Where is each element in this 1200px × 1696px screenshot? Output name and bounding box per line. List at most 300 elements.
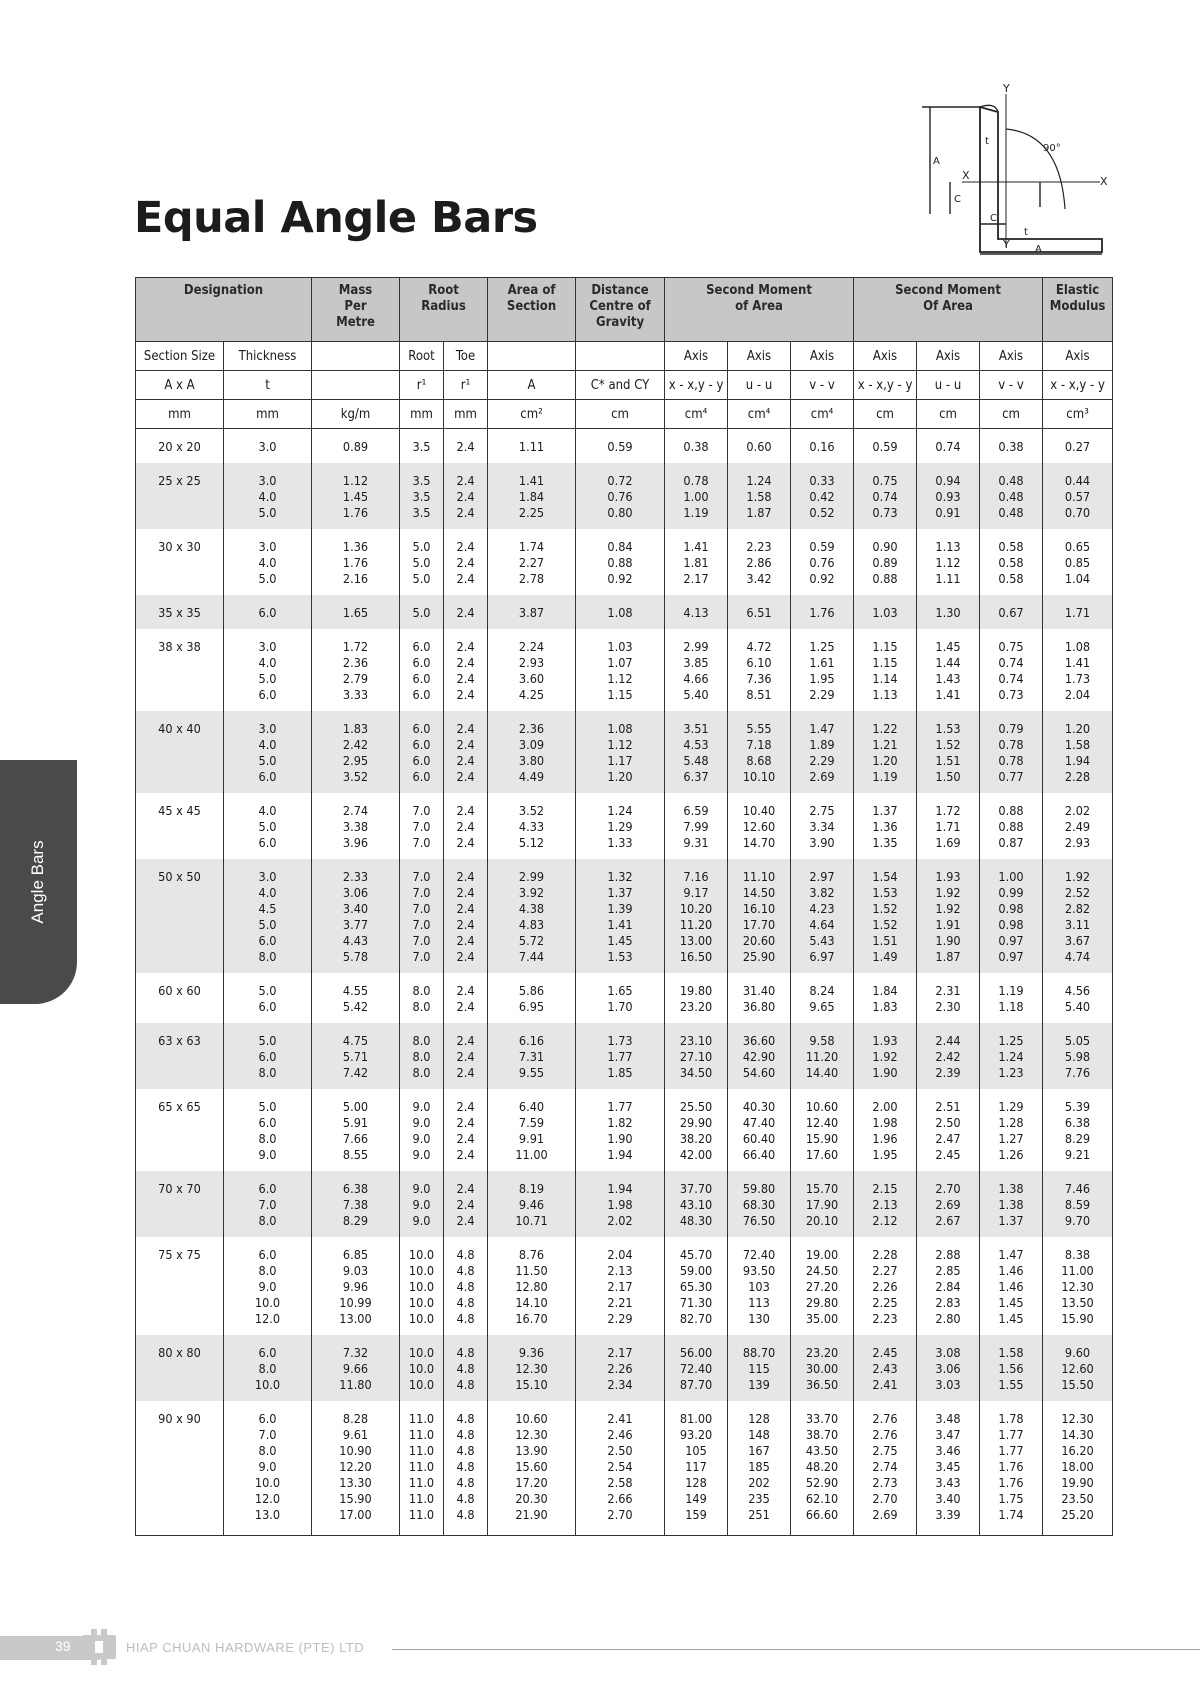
cell-ixx: 7.16 9.17 10.20 11.20 13.00 16.50 — [665, 859, 728, 973]
cell-toe: 4.8 4.8 4.8 — [444, 1335, 488, 1401]
cell-c: 1.32 1.37 1.39 1.41 1.45 1.53 — [576, 859, 665, 973]
subheader-cell: cm⁴ — [791, 400, 854, 429]
cell-ivv: 19.00 24.50 27.20 29.80 35.00 — [791, 1237, 854, 1335]
header-distance: Distance Centre of Gravity — [576, 278, 665, 342]
cell-rxx: 2.76 2.76 2.75 2.74 2.73 2.70 2.69 — [854, 1401, 917, 1536]
cell-area: 2.99 3.92 4.38 4.83 5.72 7.44 — [488, 859, 576, 973]
cell-toe: 2.4 2.4 2.4 — [444, 793, 488, 859]
cell-ixx: 0.38 — [665, 429, 728, 464]
cell-iuu: 59.80 68.30 76.50 — [728, 1171, 791, 1237]
thickness-label: t — [985, 136, 989, 147]
cell-z: 5.39 6.38 8.29 9.21 — [1043, 1089, 1113, 1171]
cell-c: 1.73 1.77 1.85 — [576, 1023, 665, 1089]
subheader-cell: Axis — [854, 342, 917, 371]
cell-mass: 4.55 5.42 — [312, 973, 400, 1023]
cell-rvv: 0.79 0.78 0.78 0.77 — [980, 711, 1043, 793]
cell-z: 0.44 0.57 0.70 — [1043, 463, 1113, 529]
equal-angle-spec-table — [135, 277, 1113, 1536]
subheader-cell: Axis — [917, 342, 980, 371]
cell-size: 40 x 40 — [136, 711, 224, 793]
cell-root: 3.5 — [400, 429, 444, 464]
cell-c: 1.03 1.07 1.12 1.15 — [576, 629, 665, 711]
cell-iuu: 31.40 36.80 — [728, 973, 791, 1023]
x-right-label: X — [1100, 175, 1108, 188]
company-logo-icon — [82, 1629, 116, 1665]
cell-toe: 2.4 — [444, 595, 488, 629]
cell-t: 6.0 7.0 8.0 9.0 10.0 12.0 13.0 — [224, 1401, 312, 1536]
cell-z: 1.20 1.58 1.94 2.28 — [1043, 711, 1113, 793]
cell-ixx: 3.51 4.53 5.48 6.37 — [665, 711, 728, 793]
cell-rxx: 2.28 2.27 2.26 2.25 2.23 — [854, 1237, 917, 1335]
cell-mass: 4.75 5.71 7.42 — [312, 1023, 400, 1089]
cell-ivv: 8.24 9.65 — [791, 973, 854, 1023]
angle-label: 90° — [1043, 143, 1061, 154]
cell-z: 0.65 0.85 1.04 — [1043, 529, 1113, 595]
cell-z: 9.60 12.60 15.50 — [1043, 1335, 1113, 1401]
footer-rule — [392, 1649, 1200, 1650]
cell-ruu: 1.93 1.92 1.92 1.91 1.90 1.87 — [917, 859, 980, 973]
cell-size: 35 x 35 — [136, 595, 224, 629]
cell-mass: 1.65 — [312, 595, 400, 629]
cell-toe: 2.4 2.4 2.4 2.4 — [444, 629, 488, 711]
cell-rvv: 1.00 0.99 0.98 0.98 0.97 0.97 — [980, 859, 1043, 973]
header-second-moment: Second Moment of Area — [665, 278, 854, 342]
side-tab-label: Angle Bars — [28, 840, 47, 924]
cell-rvv: 0.67 — [980, 595, 1043, 629]
subheader-cell: mm — [400, 400, 444, 429]
cell-t: 6.0 7.0 8.0 — [224, 1171, 312, 1237]
subheader-cell: mm — [136, 400, 224, 429]
cell-area: 10.60 12.30 13.90 15.60 17.20 20.30 21.90 — [488, 1401, 576, 1536]
cell-toe: 2.4 2.4 2.4 — [444, 463, 488, 529]
cell-iuu: 5.55 7.18 8.68 10.10 — [728, 711, 791, 793]
cell-root: 8.0 8.0 — [400, 973, 444, 1023]
cell-iuu: 0.60 — [728, 429, 791, 464]
cell-c: 2.17 2.26 2.34 — [576, 1335, 665, 1401]
table-row — [136, 595, 1113, 629]
x-left-label: X — [962, 169, 970, 182]
cell-root: 8.0 8.0 8.0 — [400, 1023, 444, 1089]
subheader-cell: mm — [224, 400, 312, 429]
subheader-cell: u - u — [728, 371, 791, 400]
cell-area: 3.87 — [488, 595, 576, 629]
cell-size: 25 x 25 — [136, 463, 224, 529]
cell-rxx: 1.22 1.21 1.20 1.19 — [854, 711, 917, 793]
cell-ivv: 0.16 — [791, 429, 854, 464]
cell-ivv: 2.75 3.34 3.90 — [791, 793, 854, 859]
subheader-cell: x - x,y - y — [665, 371, 728, 400]
cell-size: 20 x 20 — [136, 429, 224, 464]
cell-mass: 8.28 9.61 10.90 12.20 13.30 15.90 17.00 — [312, 1401, 400, 1536]
subheader-cell: Axis — [791, 342, 854, 371]
cell-ruu: 0.94 0.93 0.91 — [917, 463, 980, 529]
table-body — [136, 429, 1113, 1536]
table-row — [136, 859, 1113, 973]
table-row — [136, 529, 1113, 595]
cell-root: 5.0 5.0 5.0 — [400, 529, 444, 595]
page-number: 39 — [55, 1638, 71, 1654]
subheader-cell: u - u — [917, 371, 980, 400]
subheader-cell — [576, 342, 665, 371]
cell-mass: 5.00 5.91 7.66 8.55 — [312, 1089, 400, 1171]
cell-ivv: 2.97 3.82 4.23 4.64 5.43 6.97 — [791, 859, 854, 973]
cell-size: 65 x 65 — [136, 1089, 224, 1171]
subheader-cell: cm — [576, 400, 665, 429]
cell-ruu: 3.08 3.06 3.03 — [917, 1335, 980, 1401]
angle-section-diagram — [910, 84, 1110, 264]
cell-ixx: 56.00 72.40 87.70 — [665, 1335, 728, 1401]
subheader-cell — [312, 342, 400, 371]
cell-t: 3.0 4.0 5.0 — [224, 529, 312, 595]
cell-iuu: 88.70 115 139 — [728, 1335, 791, 1401]
cell-ruu: 2.51 2.50 2.47 2.45 — [917, 1089, 980, 1171]
cell-root: 9.0 9.0 9.0 — [400, 1171, 444, 1237]
a-side-label: A — [933, 156, 940, 167]
header-mass: Mass Per Metre — [312, 278, 400, 342]
subheader-cell: Toe — [444, 342, 488, 371]
cell-root: 11.0 11.0 11.0 11.0 11.0 11.0 11.0 — [400, 1401, 444, 1536]
subheader-cell: cm³ — [1043, 400, 1113, 429]
cell-ivv: 9.58 11.20 14.40 — [791, 1023, 854, 1089]
header-elastic: Elastic Modulus — [1043, 278, 1113, 342]
cell-root: 9.0 9.0 9.0 9.0 — [400, 1089, 444, 1171]
subheader-cell: mm — [444, 400, 488, 429]
cell-size: 63 x 63 — [136, 1023, 224, 1089]
cell-c: 0.72 0.76 0.80 — [576, 463, 665, 529]
cell-t: 3.0 4.0 5.0 — [224, 463, 312, 529]
subheader-cell: Axis — [980, 342, 1043, 371]
cell-rxx: 1.37 1.36 1.35 — [854, 793, 917, 859]
header-designation: Designation — [136, 278, 312, 342]
cell-toe: 2.4 2.4 2.4 — [444, 1023, 488, 1089]
cell-size: 38 x 38 — [136, 629, 224, 711]
cell-iuu: 72.40 93.50 103 113 130 — [728, 1237, 791, 1335]
table-row — [136, 973, 1113, 1023]
cell-rxx: 0.90 0.89 0.88 — [854, 529, 917, 595]
cell-ruu: 1.72 1.71 1.69 — [917, 793, 980, 859]
subheader-cell: cm — [917, 400, 980, 429]
cell-area: 1.11 — [488, 429, 576, 464]
cell-t: 5.0 6.0 — [224, 973, 312, 1023]
cell-z: 1.08 1.41 1.73 2.04 — [1043, 629, 1113, 711]
cell-rxx: 1.03 — [854, 595, 917, 629]
header-area: Area of Section — [488, 278, 576, 342]
cell-ruu: 2.44 2.42 2.39 — [917, 1023, 980, 1089]
cell-iuu: 10.40 12.60 14.70 — [728, 793, 791, 859]
cell-root: 7.0 7.0 7.0 7.0 7.0 7.0 — [400, 859, 444, 973]
table-header-row — [136, 278, 1113, 342]
subheader-cell: cm² — [488, 400, 576, 429]
cell-toe: 2.4 2.4 2.4 2.4 2.4 2.4 — [444, 859, 488, 973]
cell-rvv: 1.25 1.24 1.23 — [980, 1023, 1043, 1089]
cell-ruu: 2.31 2.30 — [917, 973, 980, 1023]
cell-rvv: 1.29 1.28 1.27 1.26 — [980, 1089, 1043, 1171]
cell-area: 9.36 12.30 15.10 — [488, 1335, 576, 1401]
cell-ixx: 25.50 29.90 38.20 42.00 — [665, 1089, 728, 1171]
cell-rvv: 1.19 1.18 — [980, 973, 1043, 1023]
cell-rvv: 0.58 0.58 0.58 — [980, 529, 1043, 595]
cell-ivv: 10.60 12.40 15.90 17.60 — [791, 1089, 854, 1171]
cell-iuu: 11.10 14.50 16.10 17.70 20.60 25.90 — [728, 859, 791, 973]
table-row — [136, 429, 1113, 464]
cell-area: 1.41 1.84 2.25 — [488, 463, 576, 529]
cell-iuu: 2.23 2.86 3.42 — [728, 529, 791, 595]
cell-root: 10.0 10.0 10.0 10.0 10.0 — [400, 1237, 444, 1335]
subheader-cell: cm — [980, 400, 1043, 429]
cell-toe: 2.4 2.4 2.4 — [444, 529, 488, 595]
cell-root: 10.0 10.0 10.0 — [400, 1335, 444, 1401]
subheader-cell: Root — [400, 342, 444, 371]
table-row — [136, 1401, 1113, 1536]
cell-iuu: 36.60 42.90 54.60 — [728, 1023, 791, 1089]
cell-ruu: 1.13 1.12 1.11 — [917, 529, 980, 595]
subheader-cell — [312, 371, 400, 400]
c-side-label: C — [954, 194, 961, 205]
cell-ixx: 23.10 27.10 34.50 — [665, 1023, 728, 1089]
cell-t: 3.0 4.0 4.5 5.0 6.0 8.0 — [224, 859, 312, 973]
cell-z: 1.71 — [1043, 595, 1113, 629]
cell-rvv: 0.75 0.74 0.74 0.73 — [980, 629, 1043, 711]
cell-c: 1.08 1.12 1.17 1.20 — [576, 711, 665, 793]
cell-t: 5.0 6.0 8.0 — [224, 1023, 312, 1089]
subheader-cell: Thickness — [224, 342, 312, 371]
cell-ivv: 15.70 17.90 20.10 — [791, 1171, 854, 1237]
cell-ruu: 1.53 1.52 1.51 1.50 — [917, 711, 980, 793]
cell-iuu: 1.24 1.58 1.87 — [728, 463, 791, 529]
cell-rxx: 1.15 1.15 1.14 1.13 — [854, 629, 917, 711]
table-row — [136, 1237, 1113, 1335]
cell-ruu: 1.45 1.44 1.43 1.41 — [917, 629, 980, 711]
cell-rvv: 0.88 0.88 0.87 — [980, 793, 1043, 859]
subheader-row-labels — [136, 342, 1113, 371]
cell-ixx: 45.70 59.00 65.30 71.30 82.70 — [665, 1237, 728, 1335]
cell-toe: 2.4 2.4 — [444, 973, 488, 1023]
cell-z: 1.92 2.52 2.82 3.11 3.67 4.74 — [1043, 859, 1113, 973]
subheader-cell: A — [488, 371, 576, 400]
cell-c: 1.77 1.82 1.90 1.94 — [576, 1089, 665, 1171]
table-row — [136, 793, 1113, 859]
cell-toe: 2.4 2.4 2.4 2.4 — [444, 1089, 488, 1171]
cell-size: 90 x 90 — [136, 1401, 224, 1536]
cell-ixx: 37.70 43.10 48.30 — [665, 1171, 728, 1237]
cell-ivv: 0.59 0.76 0.92 — [791, 529, 854, 595]
cell-c: 0.84 0.88 0.92 — [576, 529, 665, 595]
cell-ruu: 1.30 — [917, 595, 980, 629]
cell-rxx: 1.84 1.83 — [854, 973, 917, 1023]
table-row — [136, 1335, 1113, 1401]
cell-rxx: 0.75 0.74 0.73 — [854, 463, 917, 529]
cell-area: 6.40 7.59 9.91 11.00 — [488, 1089, 576, 1171]
cell-ivv: 0.33 0.42 0.52 — [791, 463, 854, 529]
subheader-cell — [488, 342, 576, 371]
cell-mass: 0.89 — [312, 429, 400, 464]
cell-t: 6.0 — [224, 595, 312, 629]
cell-toe: 4.8 4.8 4.8 4.8 4.8 — [444, 1237, 488, 1335]
cell-mass: 2.74 3.38 3.96 — [312, 793, 400, 859]
subheader-cell: C* and CY — [576, 371, 665, 400]
cell-ivv: 33.70 38.70 43.50 48.20 52.90 62.10 66.60 — [791, 1401, 854, 1536]
cell-size: 60 x 60 — [136, 973, 224, 1023]
c-bottom-label: C — [990, 213, 997, 224]
cell-ruu: 0.74 — [917, 429, 980, 464]
subheader-cell: Axis — [1043, 342, 1113, 371]
cell-ivv: 1.76 — [791, 595, 854, 629]
cell-toe: 2.4 2.4 2.4 2.4 — [444, 711, 488, 793]
cell-ivv: 1.47 1.89 2.29 2.69 — [791, 711, 854, 793]
cell-ruu: 3.48 3.47 3.46 3.45 3.43 3.40 3.39 — [917, 1401, 980, 1536]
cell-ixx: 1.41 1.81 2.17 — [665, 529, 728, 595]
cell-ruu: 2.88 2.85 2.84 2.83 2.80 — [917, 1237, 980, 1335]
cell-t: 5.0 6.0 8.0 9.0 — [224, 1089, 312, 1171]
subheader-cell: r¹ — [400, 371, 444, 400]
cell-area: 1.74 2.27 2.78 — [488, 529, 576, 595]
table-row — [136, 463, 1113, 529]
cell-ixx: 4.13 — [665, 595, 728, 629]
cell-size: 80 x 80 — [136, 1335, 224, 1401]
subheader-cell: Axis — [728, 342, 791, 371]
header-radius-gyration: Second Moment Of Area — [854, 278, 1043, 342]
cell-toe: 2.4 — [444, 429, 488, 464]
cell-c: 0.59 — [576, 429, 665, 464]
subheader-cell: x - x,y - y — [854, 371, 917, 400]
subheader-cell: r¹ — [444, 371, 488, 400]
cell-size: 75 x 75 — [136, 1237, 224, 1335]
cell-iuu: 40.30 47.40 60.40 66.40 — [728, 1089, 791, 1171]
cell-rxx: 2.00 1.98 1.96 1.95 — [854, 1089, 917, 1171]
cell-t: 6.0 8.0 9.0 10.0 12.0 — [224, 1237, 312, 1335]
cell-ixx: 0.78 1.00 1.19 — [665, 463, 728, 529]
cell-ixx: 6.59 7.99 9.31 — [665, 793, 728, 859]
subheader-row-units — [136, 400, 1113, 429]
cell-rxx: 1.93 1.92 1.90 — [854, 1023, 917, 1089]
cell-iuu: 128 148 167 185 202 235 251 — [728, 1401, 791, 1536]
cell-rvv: 1.38 1.38 1.37 — [980, 1171, 1043, 1237]
cell-rvv: 0.38 — [980, 429, 1043, 464]
cell-area: 6.16 7.31 9.55 — [488, 1023, 576, 1089]
cell-t: 3.0 4.0 5.0 6.0 — [224, 711, 312, 793]
cell-z: 5.05 5.98 7.76 — [1043, 1023, 1113, 1089]
cell-mass: 1.12 1.45 1.76 — [312, 463, 400, 529]
cell-c: 1.65 1.70 — [576, 973, 665, 1023]
cell-rxx: 2.15 2.13 2.12 — [854, 1171, 917, 1237]
cell-iuu: 4.72 6.10 7.36 8.51 — [728, 629, 791, 711]
cell-ixx: 19.80 23.20 — [665, 973, 728, 1023]
subheader-cell: x - x,y - y — [1043, 371, 1113, 400]
cell-rxx: 2.45 2.43 2.41 — [854, 1335, 917, 1401]
subheader-cell: v - v — [980, 371, 1043, 400]
cell-ruu: 2.70 2.69 2.67 — [917, 1171, 980, 1237]
cell-toe: 4.8 4.8 4.8 4.8 4.8 4.8 4.8 — [444, 1401, 488, 1536]
cell-c: 1.24 1.29 1.33 — [576, 793, 665, 859]
cell-size: 70 x 70 — [136, 1171, 224, 1237]
cell-area: 8.76 11.50 12.80 14.10 16.70 — [488, 1237, 576, 1335]
cell-mass: 2.33 3.06 3.40 3.77 4.43 5.78 — [312, 859, 400, 973]
cell-t: 4.0 5.0 6.0 — [224, 793, 312, 859]
cell-z: 7.46 8.59 9.70 — [1043, 1171, 1113, 1237]
cell-c: 1.94 1.98 2.02 — [576, 1171, 665, 1237]
table-row — [136, 711, 1113, 793]
cell-rxx: 0.59 — [854, 429, 917, 464]
subheader-cell: t — [224, 371, 312, 400]
table-row — [136, 1023, 1113, 1089]
cell-rvv: 1.78 1.77 1.77 1.76 1.76 1.75 1.74 — [980, 1401, 1043, 1536]
cell-t: 3.0 — [224, 429, 312, 464]
cell-area: 3.52 4.33 5.12 — [488, 793, 576, 859]
cell-rvv: 1.47 1.46 1.46 1.45 1.45 — [980, 1237, 1043, 1335]
cell-ixx: 2.99 3.85 4.66 5.40 — [665, 629, 728, 711]
cell-rvv: 0.48 0.48 0.48 — [980, 463, 1043, 529]
cell-z: 12.30 14.30 16.20 18.00 19.90 23.50 25.20 — [1043, 1401, 1113, 1536]
table-row — [136, 1171, 1113, 1237]
thickness-bottom-label: t — [1024, 227, 1028, 238]
a-bottom-label: A — [1035, 244, 1042, 255]
cell-mass: 7.32 9.66 11.80 — [312, 1335, 400, 1401]
cell-mass: 6.85 9.03 9.96 10.99 13.00 — [312, 1237, 400, 1335]
cell-iuu: 6.51 — [728, 595, 791, 629]
cell-area: 5.86 6.95 — [488, 973, 576, 1023]
subheader-cell: Section Size — [136, 342, 224, 371]
subheader-cell: cm — [854, 400, 917, 429]
cell-z: 2.02 2.49 2.93 — [1043, 793, 1113, 859]
cell-root: 6.0 6.0 6.0 6.0 — [400, 711, 444, 793]
subheader-cell: cm⁴ — [728, 400, 791, 429]
cell-area: 2.36 3.09 3.80 4.49 — [488, 711, 576, 793]
cell-z: 4.56 5.40 — [1043, 973, 1113, 1023]
cell-area: 8.19 9.46 10.71 — [488, 1171, 576, 1237]
cell-root: 3.5 3.5 3.5 — [400, 463, 444, 529]
cell-mass: 1.72 2.36 2.79 3.33 — [312, 629, 400, 711]
cell-mass: 1.36 1.76 2.16 — [312, 529, 400, 595]
cell-mass: 1.83 2.42 2.95 3.52 — [312, 711, 400, 793]
cell-ivv: 23.20 30.00 36.50 — [791, 1335, 854, 1401]
subheader-row-symbols — [136, 371, 1113, 400]
cell-root: 6.0 6.0 6.0 6.0 — [400, 629, 444, 711]
y-top-label: Y — [1003, 84, 1010, 95]
cell-area: 2.24 2.93 3.60 4.25 — [488, 629, 576, 711]
page-footer — [0, 1624, 1200, 1664]
cell-rxx: 1.54 1.53 1.52 1.52 1.51 1.49 — [854, 859, 917, 973]
cell-toe: 2.4 2.4 2.4 — [444, 1171, 488, 1237]
cell-size: 45 x 45 — [136, 793, 224, 859]
cell-z: 0.27 — [1043, 429, 1113, 464]
page-title: Equal Angle Bars — [134, 193, 538, 243]
subheader-cell: Axis — [665, 342, 728, 371]
section-side-tab — [0, 760, 77, 1004]
table-row — [136, 629, 1113, 711]
cell-c: 2.04 2.13 2.17 2.21 2.29 — [576, 1237, 665, 1335]
cell-root: 7.0 7.0 7.0 — [400, 793, 444, 859]
cell-c: 1.08 — [576, 595, 665, 629]
y-bottom-label: Y — [1003, 238, 1010, 251]
header-root-radius: Root Radius — [400, 278, 488, 342]
cell-size: 50 x 50 — [136, 859, 224, 973]
cell-ivv: 1.25 1.61 1.95 2.29 — [791, 629, 854, 711]
subheader-cell: cm⁴ — [665, 400, 728, 429]
cell-size: 30 x 30 — [136, 529, 224, 595]
cell-rvv: 1.58 1.56 1.55 — [980, 1335, 1043, 1401]
cell-t: 3.0 4.0 5.0 6.0 — [224, 629, 312, 711]
subheader-cell: kg/m — [312, 400, 400, 429]
table-row — [136, 1089, 1113, 1171]
subheader-cell: v - v — [791, 371, 854, 400]
cell-z: 8.38 11.00 12.30 13.50 15.90 — [1043, 1237, 1113, 1335]
cell-c: 2.41 2.46 2.50 2.54 2.58 2.66 2.70 — [576, 1401, 665, 1536]
cell-mass: 6.38 7.38 8.29 — [312, 1171, 400, 1237]
cell-ixx: 81.00 93.20 105 117 128 149 159 — [665, 1401, 728, 1536]
cell-root: 5.0 — [400, 595, 444, 629]
cell-t: 6.0 8.0 10.0 — [224, 1335, 312, 1401]
company-name: HIAP CHUAN HARDWARE (PTE) LTD — [126, 1640, 365, 1655]
